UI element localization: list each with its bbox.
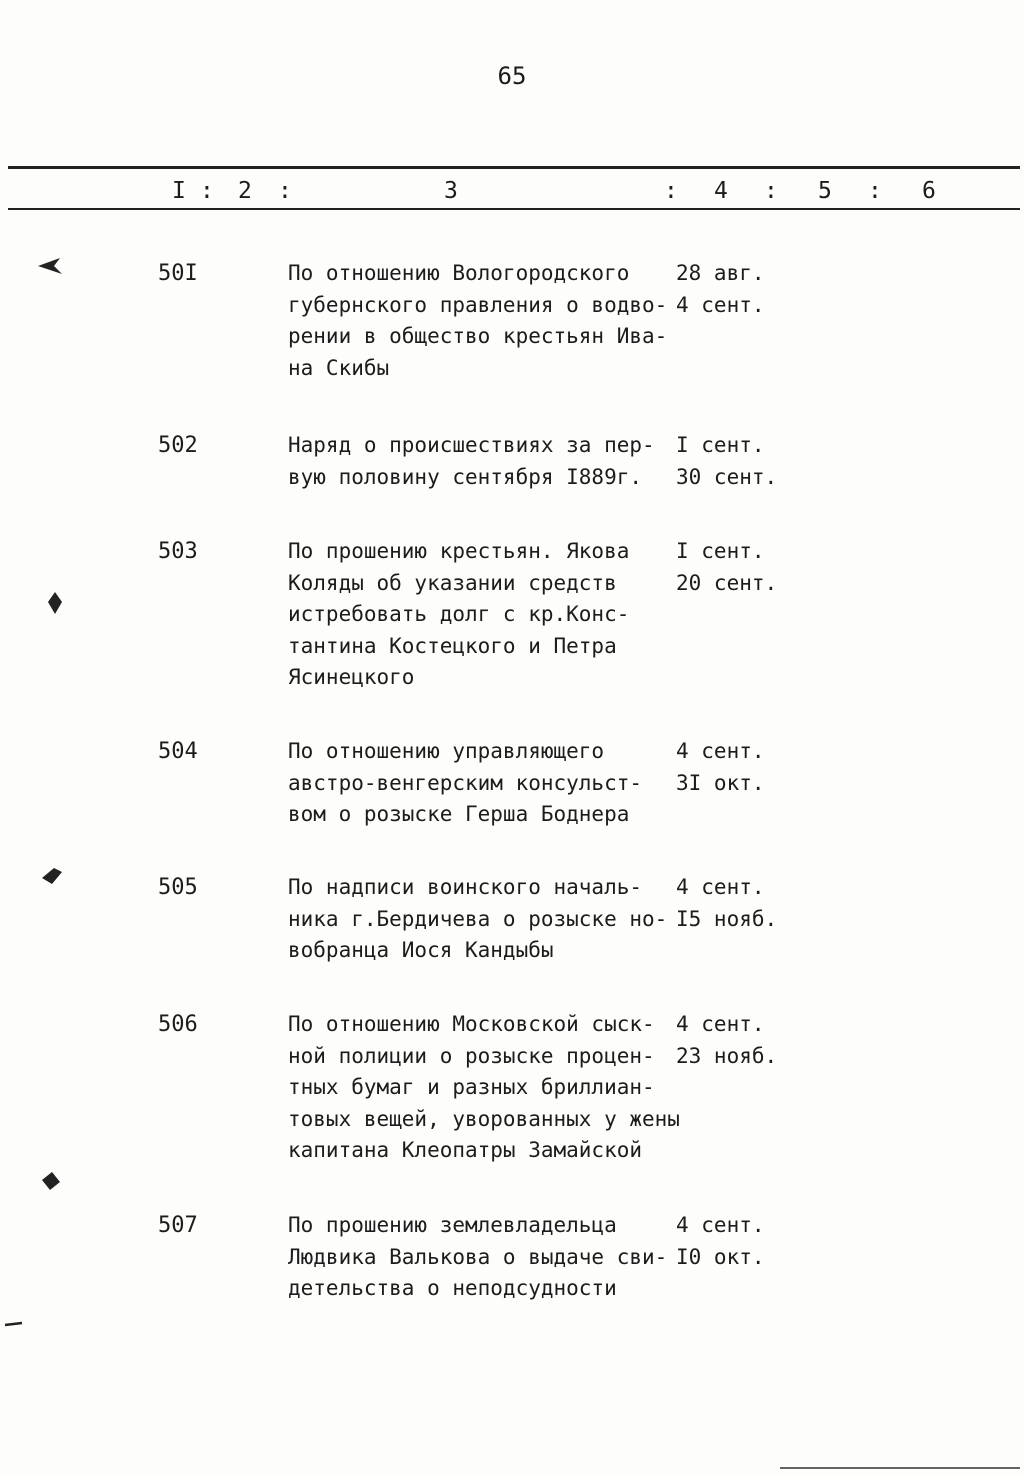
column-header-4: 4 (714, 178, 728, 204)
entry-number: 503 (158, 539, 198, 564)
entry-description (288, 872, 678, 967)
column-header-3: 3 (444, 178, 458, 204)
column-separator: : (764, 178, 778, 204)
description-line: тантина Костецкого и Петра (288, 633, 617, 658)
description-line: По прошению землевладельца (288, 1213, 617, 1237)
description-line: истребовать долг с кр.Конс- (288, 602, 630, 626)
entry-dates (676, 258, 796, 321)
entry-number: 505 (158, 875, 198, 900)
binding-mark-icon (38, 1170, 64, 1192)
entry-description (288, 736, 678, 831)
description-line: Ясинецкого (288, 665, 415, 689)
start-date: 4 сент. (676, 1213, 765, 1237)
description-line: австро-венгерским консульст- (288, 770, 643, 795)
description-line: ника г.Бердичева о розыске но- (288, 906, 668, 931)
start-date: I сент. (676, 433, 765, 457)
description-line: капитана Клеопатры Замайской (288, 1138, 643, 1162)
column-separator: : (278, 178, 292, 204)
binding-mark-icon (36, 256, 66, 278)
entry-description (288, 1009, 678, 1167)
description-line: По отношению управляющего (288, 739, 605, 763)
description-line: ной полиции о розыске процен- (288, 1043, 655, 1068)
description-line: По прошению крестьян. Якова (288, 539, 630, 563)
entry-dates (676, 872, 796, 935)
description-line: вом о розыске Герша Боднера (288, 802, 630, 826)
description-line: Людвика Валькова о выдаче сви- (288, 1244, 668, 1269)
description-line: вую половину сентября I889г. (288, 464, 643, 489)
binding-mark-icon (38, 866, 66, 888)
description-line: Коляды об указании средств (288, 570, 617, 595)
description-line: рении в общество крестьян Ива- (288, 324, 668, 348)
description-line: на Скибы (288, 355, 390, 380)
entry-number: 502 (158, 433, 198, 458)
start-date: 4 сент. (676, 739, 765, 763)
column-header-5: 5 (818, 178, 832, 204)
entry-dates (676, 1210, 796, 1273)
end-date: 23 нояб. (676, 1043, 778, 1068)
entry-dates (676, 736, 796, 799)
description-line: губернского правления о водво- (288, 292, 668, 317)
column-separator: : (200, 178, 214, 204)
end-date: 30 сент. (676, 464, 778, 489)
column-header-6: 6 (922, 178, 936, 204)
description-line: Наряд о происшествиях за пер- (288, 433, 655, 457)
entry-description (288, 430, 678, 493)
entry-number: 50I (158, 261, 198, 286)
bottom-rule-fragment (780, 1466, 1020, 1470)
header-rule-top (8, 166, 1020, 169)
start-date: I сент. (676, 539, 765, 563)
entry-description (288, 536, 678, 694)
entry-description (288, 1210, 678, 1305)
column-separator: : (664, 178, 678, 204)
entry-description (288, 258, 678, 384)
description-line: По надписи воинского началь- (288, 875, 643, 899)
start-date: 28 авг. (676, 261, 765, 285)
description-line: тных бумаг и разных бриллиан- (288, 1075, 655, 1099)
start-date: 4 сент. (676, 1012, 765, 1036)
description-line: детельства о неподсудности (288, 1276, 617, 1300)
start-date: 4 сент. (676, 875, 765, 899)
page-number: 65 (497, 62, 527, 90)
end-date: 4 сент. (676, 292, 765, 317)
entry-number: 507 (158, 1213, 198, 1238)
entry-number: 504 (158, 739, 198, 764)
column-header-1: I (172, 178, 186, 204)
header-rule-bottom (8, 208, 1020, 210)
margin-dash-icon (4, 1320, 24, 1328)
column-header-2: 2 (238, 178, 252, 204)
end-date: 3I окт. (676, 770, 765, 795)
entry-dates (676, 536, 796, 599)
entry-number: 506 (158, 1012, 198, 1037)
description-line: вобранца Иося Кандыбы (288, 938, 554, 962)
description-line: товых вещей, уворованных у жены (288, 1106, 680, 1131)
binding-mark-icon (42, 590, 68, 616)
entry-dates (676, 1009, 796, 1072)
end-date: I5 нояб. (676, 906, 778, 931)
description-line: По отношению Вологородского (288, 261, 630, 285)
end-date: I0 окт. (676, 1244, 765, 1269)
entry-dates (676, 430, 796, 493)
description-line: По отношению Московской сыск- (288, 1012, 655, 1036)
column-separator: : (868, 178, 882, 204)
end-date: 20 сент. (676, 570, 778, 595)
